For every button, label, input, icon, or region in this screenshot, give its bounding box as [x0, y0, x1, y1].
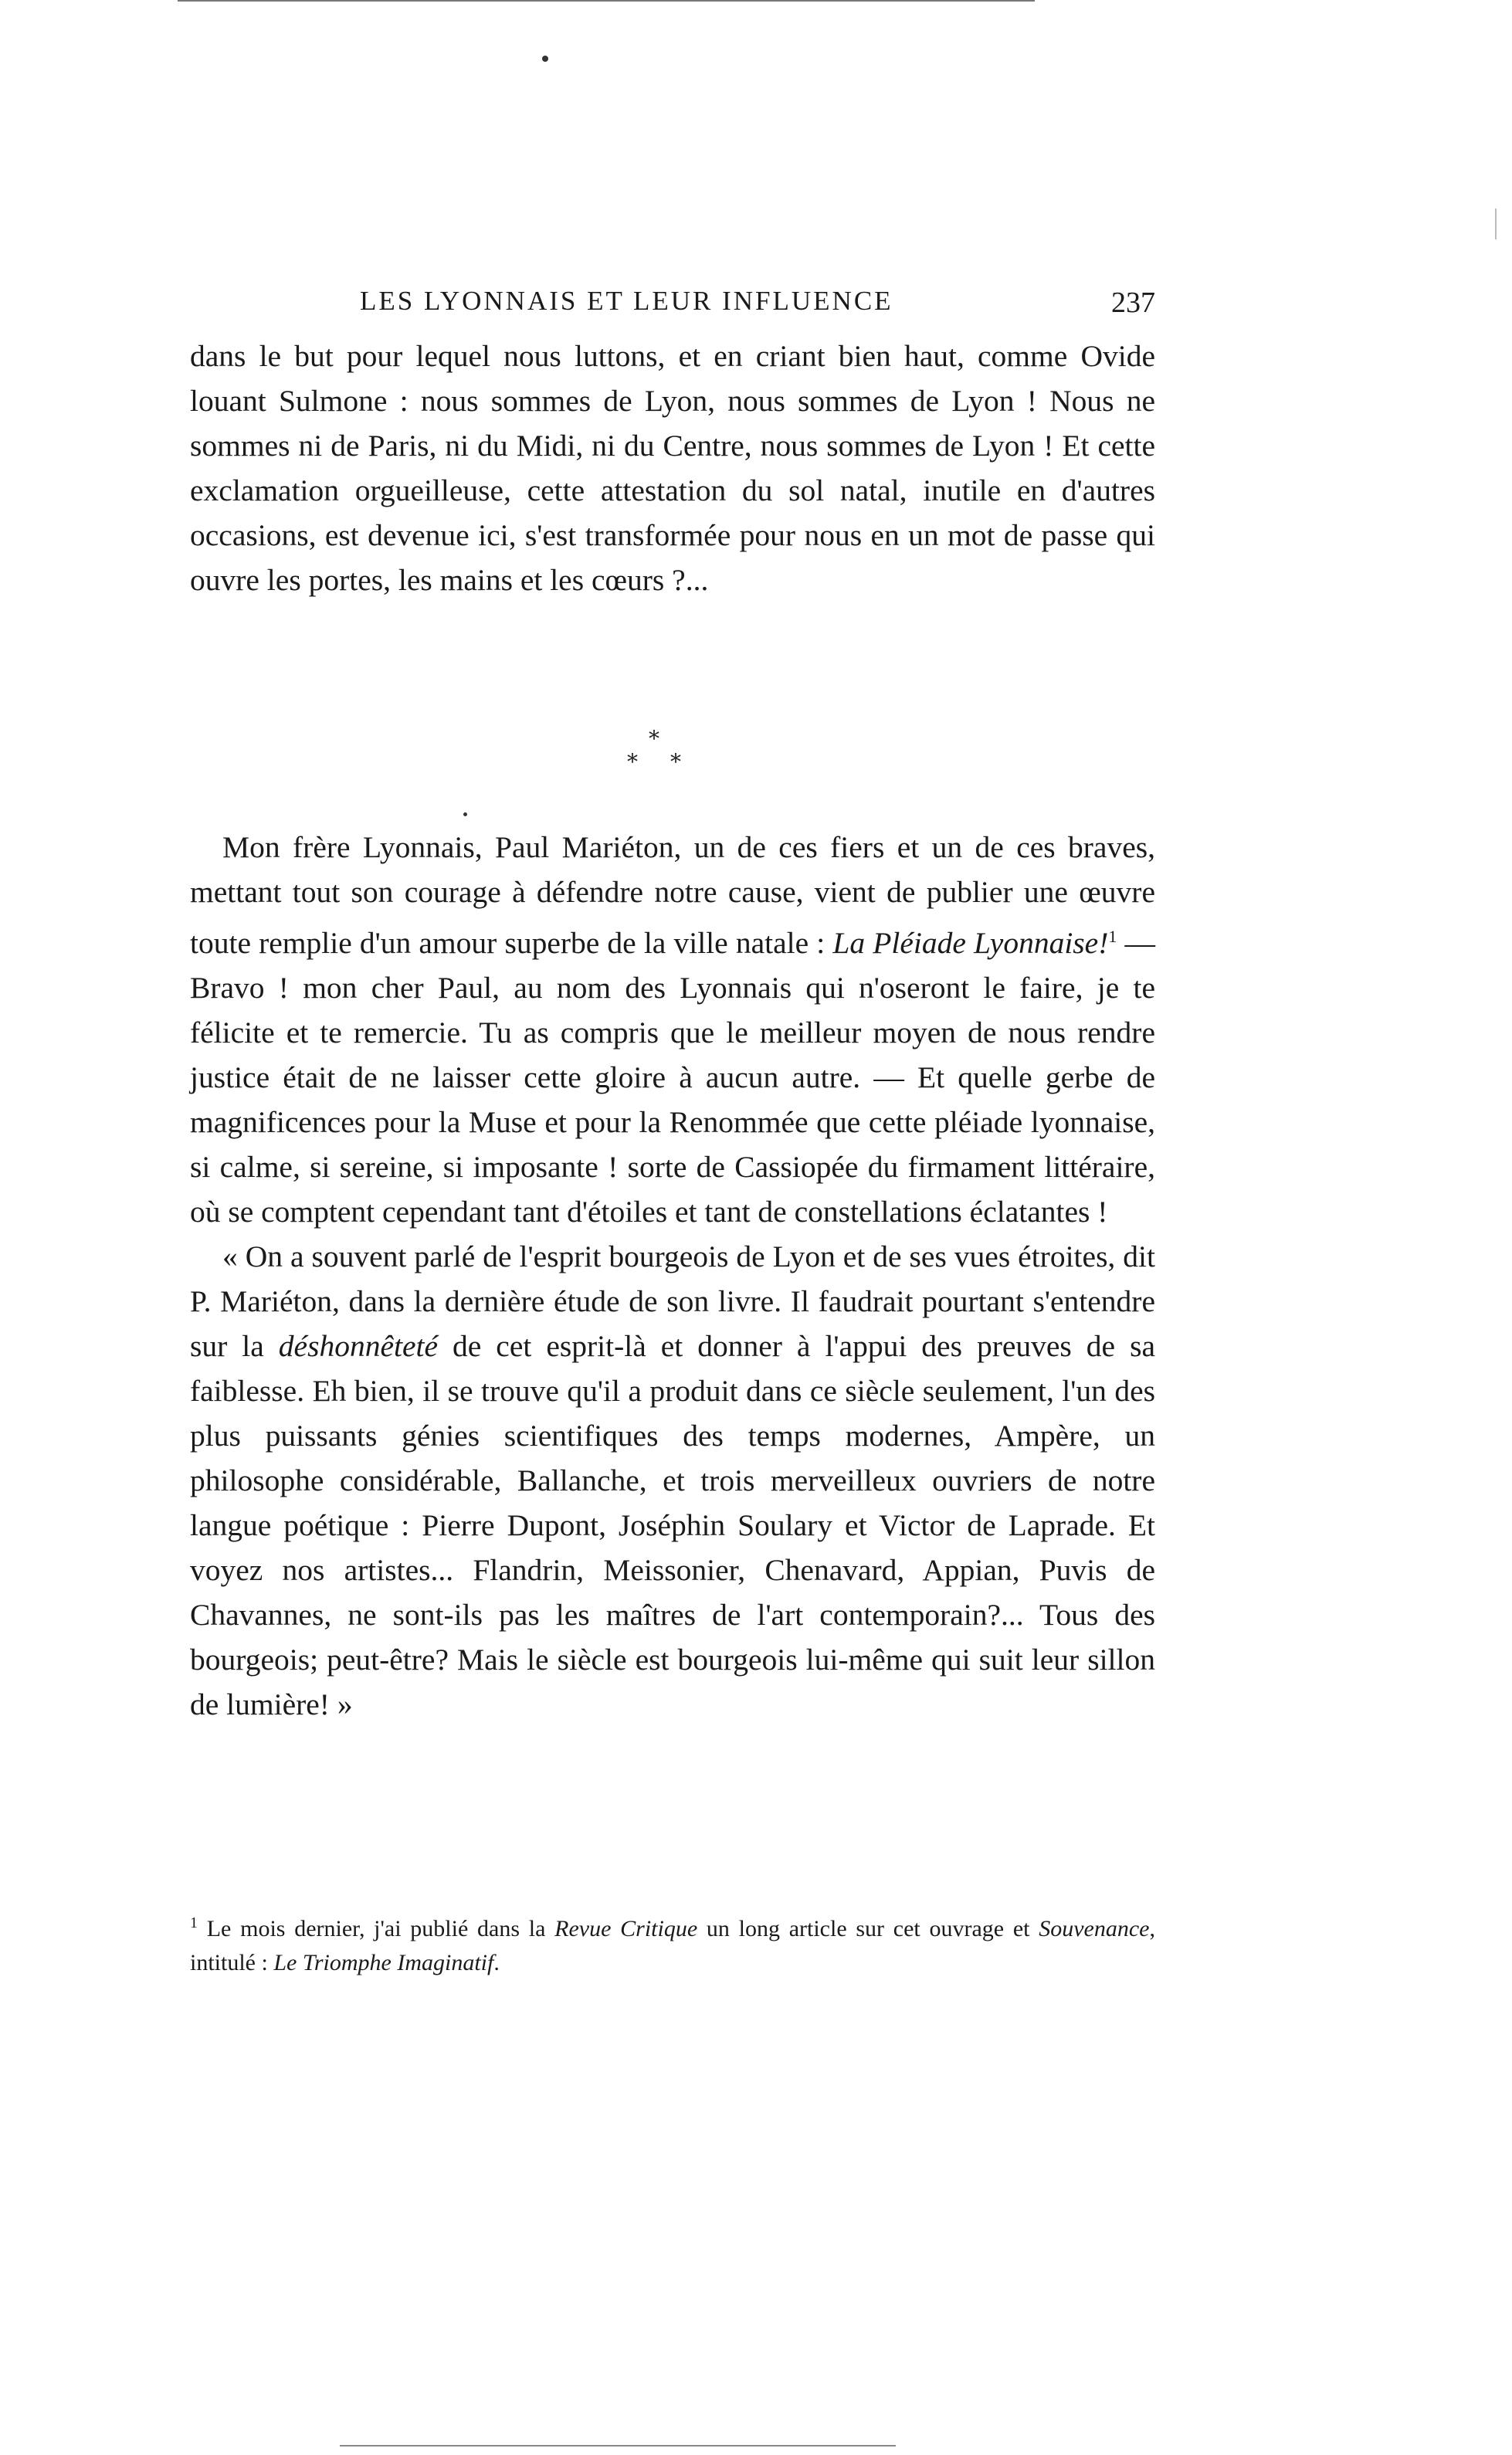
book-title: Souvenance	[1039, 1916, 1150, 1941]
paragraph-text: — Bravo ! mon cher Paul, au nom des Lyonnais qui n'oseront le faire, je te félicite et te remercie. Tu as compris que le meilleur moyen de nous rendre justice était de ne laisser cette gloire à aucun autre. — Et quelle gerbe de magnificences pour la Muse et pour la Renommée que cette pléiade lyonnaise, si calme, si sereine, si imposante ! sorte de Cassiopée du firmament littéraire, où se comptent cependant tant d'étoiles et tant de constellations éclatantes !	[190, 926, 1155, 1229]
journal-title: Revue Critique	[554, 1916, 698, 1941]
paragraph-marieton	[190, 825, 1155, 1234]
ink-speck	[463, 812, 467, 816]
right-scan-edge	[1495, 209, 1497, 239]
running-head-title: LES LYONNAIS ET LEUR INFLUENCE	[360, 286, 893, 316]
footnote-marker: 1	[190, 1914, 198, 1931]
emphasized-word: déshonnêteté	[278, 1329, 438, 1364]
footnote-text: .	[493, 1950, 500, 1975]
book-title: La Pléiade Lyonnaise!	[832, 926, 1109, 961]
top-scan-edge	[178, 0, 1035, 2]
paragraph-text: de cet esprit-là et donner à l'appui des preuves de sa faiblesse. Eh bien, il se trouve qu'il a produit dans ce siècle seulement, l'un des plus puissants génies scientifiques des temps modernes, Ampère, un philosophe considérable, Ballanche, et trois merveilleux ouvriers de notre langue poétique : Pierre Dupont, Joséphin Soulary et Victor de Laprade. Et voyez nos artistes... Flandrin, Meissonier, Chenavard, Appian, Puvis de Chavannes, ne sont-ils pas les maîtres de l'art contemporain?... Tous des bourgeois; peut-être? Mais le siècle est bourgeois lui-même qui suit leur sillon de lumière! »	[190, 1329, 1155, 1722]
paragraph-text: dans le but pour lequel nous luttons, et en criant bien haut, comme Ovide louant Sulmone : nous sommes de Lyon, nous sommes de Lyon ! Nous ne sommes ni de Paris, ni du Midi, ni du Centre, nous sommes de Lyon ! Et cette exclamation orgueilleuse, cette attestation du sol natal, inutile en d'autres occasions, est devenue ici, s'est transformée pour nous en un mot de passe qui ouvre les portes, les mains et les cœurs ?...	[190, 339, 1155, 597]
paragraph-text: Mon frère Lyonnais, Paul Mariéton, un de ces fiers et un de ces braves, mettant tout son courage à défendre notre cause, vient de publier une œuvre toute remplie d'un amour superbe de la ville natale :	[190, 830, 1155, 961]
page-number: 237	[1111, 287, 1155, 319]
asterism-separator	[610, 726, 703, 788]
asterism-star: *	[627, 749, 638, 775]
asterism-star: *	[649, 726, 659, 751]
footnote-text: , intitulé :	[190, 1916, 1155, 1975]
footnote-text: Le mois dernier, j'ai publié dans la	[198, 1916, 555, 1941]
body-paragraph-continued	[190, 334, 1155, 602]
ink-speck	[542, 56, 548, 62]
running-head	[190, 286, 1155, 332]
paragraph-quotation	[190, 1234, 1155, 1727]
asterism-star: *	[670, 749, 681, 775]
article-title: Le Triomphe Imaginatif	[273, 1950, 494, 1975]
footnote	[190, 1906, 1155, 1980]
footnote-text: un long article sur cet ouvrage et	[697, 1916, 1039, 1941]
body-section	[190, 825, 1155, 1727]
bottom-scan-edge	[340, 2445, 896, 2447]
paragraph-text: « On a souvent parlé de l'esprit bourgeois de Lyon et de ses vues étroites, dit P. Mariéton, dans la dernière étude de son livre. Il faudrait pourtant s'entendre sur la	[190, 1239, 1155, 1364]
footnote-ref: 1	[1108, 927, 1117, 946]
